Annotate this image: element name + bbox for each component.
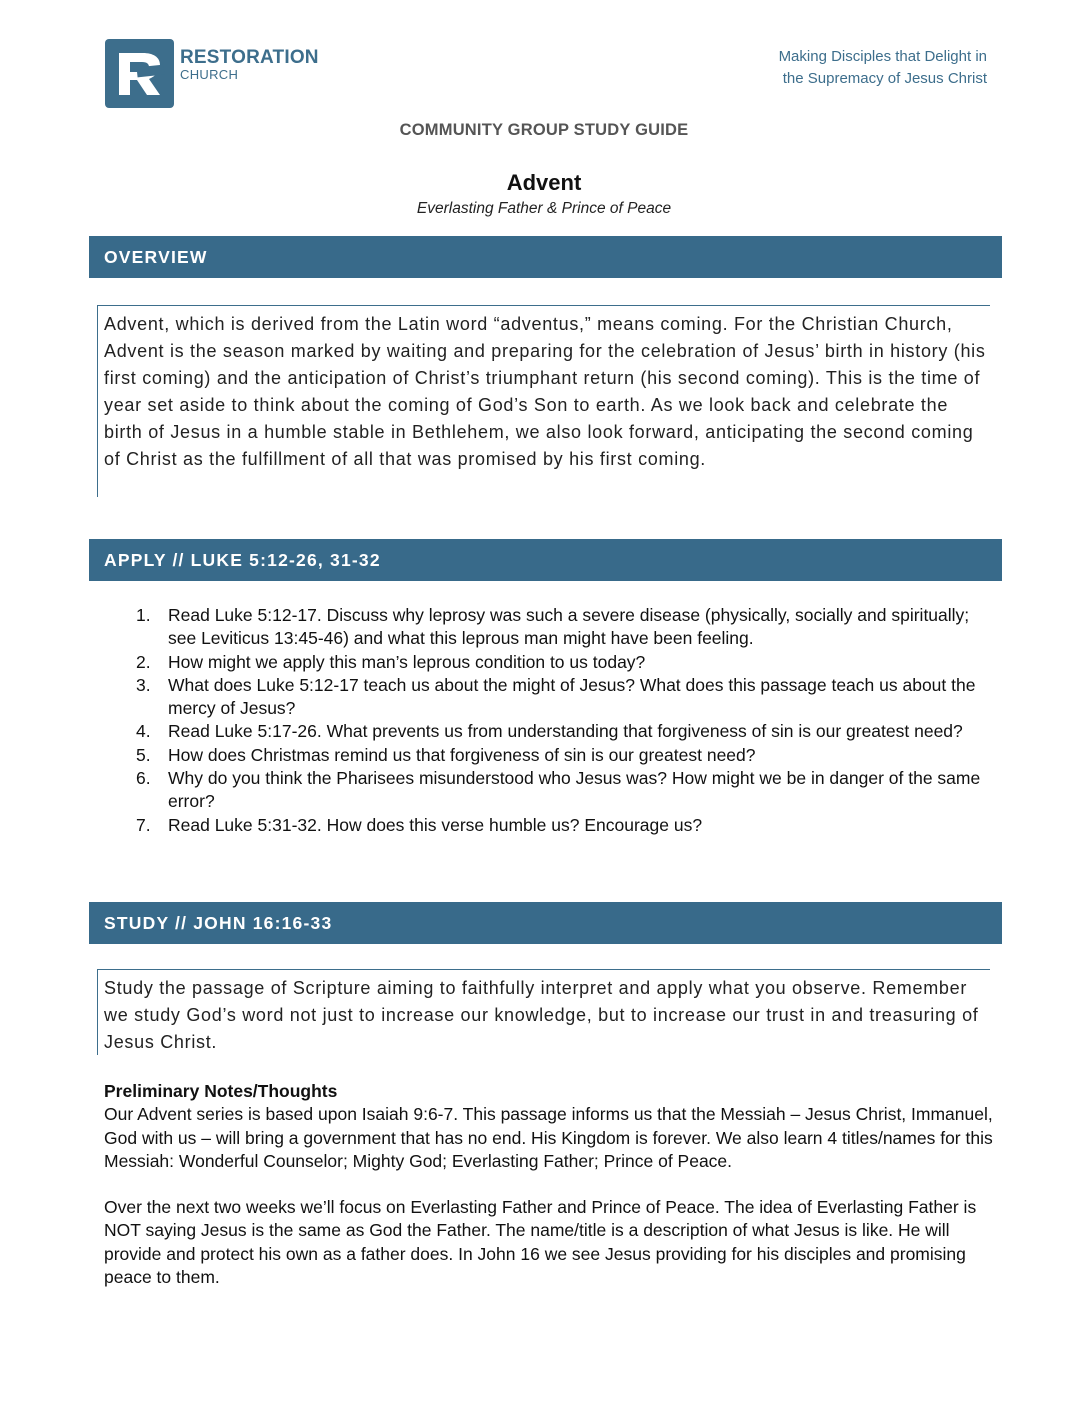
logo-name: RESTORATION <box>180 47 319 68</box>
list-item: 5. How does Christmas remind us that forgiveness of sin is our greatest need? <box>136 744 756 765</box>
study-callout <box>97 969 990 1055</box>
preliminary-notes <box>104 1080 994 1289</box>
document-title: Advent <box>506 170 582 195</box>
apply-question-list <box>133 604 993 837</box>
logo-r-icon <box>105 39 174 108</box>
section-heading-apply: APPLY // LUKE 5:12-26, 31-32 <box>89 539 1002 581</box>
section-heading-overview: OVERVIEW <box>89 236 1002 278</box>
list-item: 1. Read Luke 5:12-17. Discuss why leprosy was such a severe disease (physically, socially and spiritually; see Leviticus 13:45-46) and what this leprous man might have been feeling. <box>136 605 970 649</box>
list-item: 3. What does Luke 5:12-17 teach us about the might of Jesus? What does this passage teach us about the mercy of Jesus? <box>136 674 976 719</box>
study-intro: Study the passage of Scripture aiming to faithfully interpret and apply what you observe. Remember we study God’s word not just to increase our knowledge, but to increase our trust in and treasuring of Jesus Christ. <box>104 978 979 1052</box>
logo-subname: CHURCH <box>180 67 239 82</box>
notes-heading: Preliminary Notes/Thoughts <box>104 1081 338 1101</box>
tagline <box>779 46 987 90</box>
church-logo <box>105 39 319 108</box>
notes-paragraph-2: Over the next two weeks we’ll focus on Everlasting Father and Prince of Peace. The idea of Everlasting Father is NOT saying Jesus is the same as God the Father. The name/title is a description of what Jesus is like. He will provide and protect his own as a father does. In John 16 we see Jesus providing for his disciples and promising peace to them. <box>104 1197 977 1288</box>
notes-paragraph-1: Our Advent series is based upon Isaiah 9:6-7. This passage informs us that the Messiah – Jesus Christ, Immanuel, God with us – will bring a government that has no end. His Kingdom is forever. We also learn 4 titles/names for this Messiah: Wonderful Counselor; Mighty God; Everlasting Father; Prince of Peace. <box>104 1104 993 1171</box>
list-item: 7. Read Luke 5:31-32. How does this verse humble us? Encourage us? <box>136 814 703 835</box>
list-item: 6. Why do you think the Pharisees misunderstood who Jesus was? How might we be in danger of the same error? <box>136 768 981 812</box>
section-heading-study: STUDY // JOHN 16:16-33 <box>89 902 1002 944</box>
document-subtitle: Everlasting Father & Prince of Peace <box>416 200 672 217</box>
guide-title: COMMUNITY GROUP STUDY GUIDE <box>399 121 689 139</box>
list-item: 2. How might we apply this man’s leprous condition to us today? <box>136 651 646 672</box>
list-item: 4. Read Luke 5:17-26. What prevents us from understanding that forgiveness of sin is our greatest need? <box>136 721 963 742</box>
tagline-line-2: the Supremacy of Jesus Christ <box>782 70 987 87</box>
tagline-line-1: Making Disciples that Delight in <box>778 48 987 65</box>
overview-body: Advent, which is derived from the Latin word “adventus,” means coming. For the Christian Church, Advent is the season marked by waiting and preparing for the celebration of Jesus’ birth in history (his first coming) and the anticipation of Christ’s triumphant return (his second coming). This is the time of year set aside to think about the coming of God’s Son to earth. As we look back and celebrate the birth of Jesus in a humble stable in Bethlehem, we also look forward, anticipating the second coming of Christ as the fulfillment of all that was promised by his first coming. <box>104 314 986 469</box>
overview-callout <box>97 305 990 497</box>
